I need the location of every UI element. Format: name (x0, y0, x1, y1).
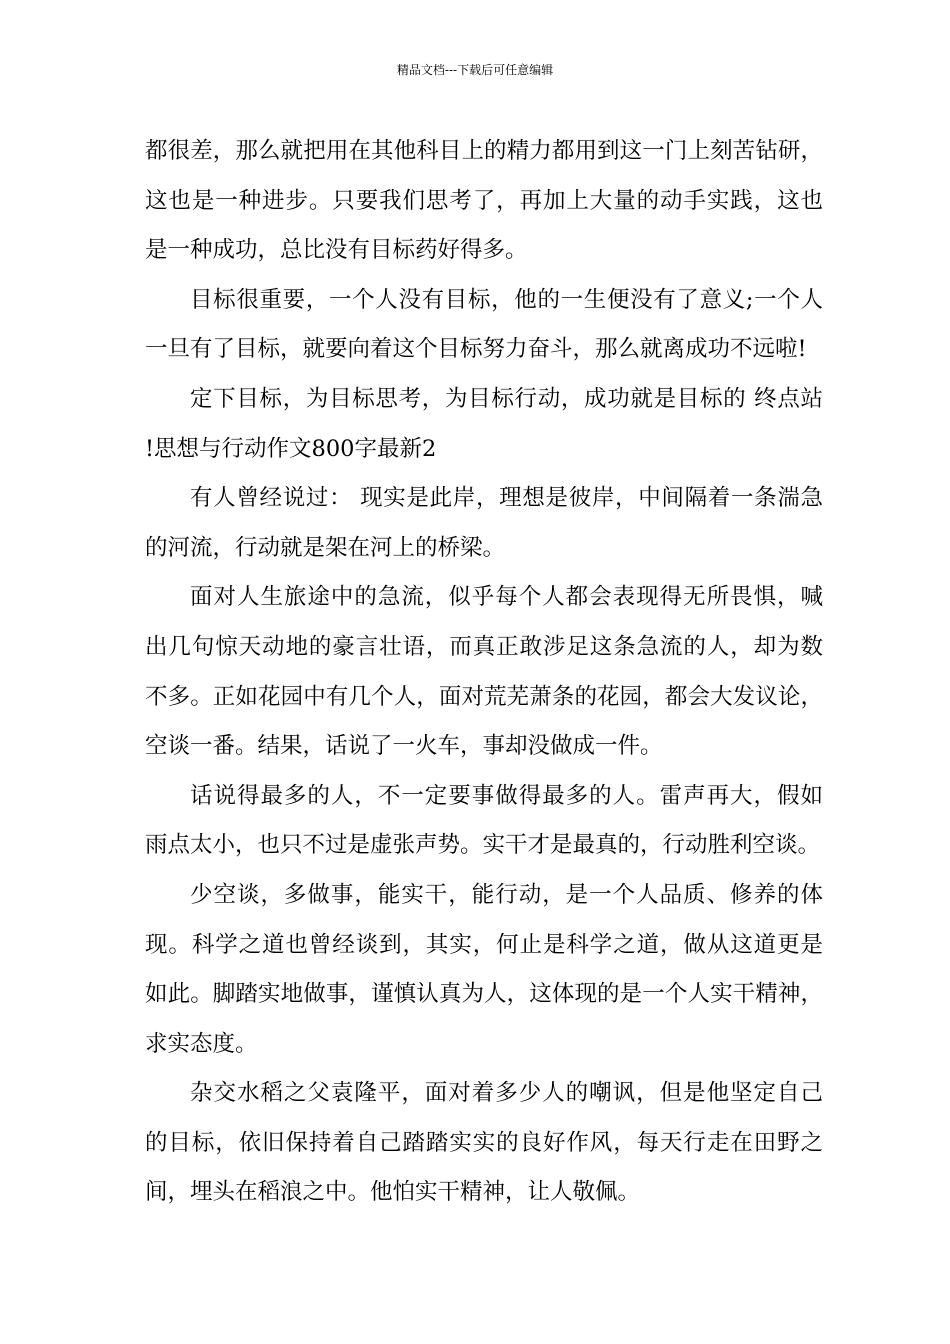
text-line: 这也是一种进步。只要我们思考了，再加上大量的动手实践，这也 (145, 187, 823, 214)
text-line: 求实态度。 (145, 1030, 258, 1057)
document-body (145, 127, 823, 1218)
text-line: 的河流，行动就是架在河上的桥梁。 (145, 534, 506, 561)
page-header: 精品文档---下载后可任意编辑 (396, 63, 554, 77)
text-line: 定下目标，为目标思考，为目标行动，成功就是目标的 终点站 (190, 385, 823, 412)
text-line: 是一种成功，总比没有目标药好得多。 (145, 237, 528, 264)
text-line: 如此。脚踏实地做事，谨慎认真为人，这体现的是一个人实干精神， (145, 981, 823, 1008)
text-line: 少空谈，多做事，能实干，能行动，是一个人品质、修养的体 (190, 881, 823, 908)
text-line: 目标很重要，一个人没有目标，他的一生便没有了意义;一个人 (190, 286, 823, 313)
text-line: 不多。正如花园中有几个人，面对荒芜萧条的花园，都会大发议论， (145, 683, 823, 710)
text-line: 杂交水稻之父袁隆平，面对着多少人的嘲讽，但是他坚定自己 (190, 1080, 823, 1107)
text-line: 的目标，依旧保持着自己踏踏实实的良好作风，每天行走在田野之 (145, 1129, 823, 1156)
text-line: 话说得最多的人，不一定要事做得最多的人。雷声再大，假如 (190, 782, 823, 809)
text-line: 出几句惊天动地的豪言壮语，而真正敢涉足这条急流的人，却为数 (145, 633, 823, 660)
text-line: 都很差，那么就把用在其他科目上的精力都用到这一门上刻苦钻研， (145, 138, 823, 164)
text-line: 雨点太小，也只不过是虚张声势。实干才是最真的，行动胜利空谈。 (145, 832, 821, 859)
text-line: 间，埋头在稻浪之中。他怕实干精神，让人敬佩。 (145, 1179, 641, 1206)
text-line: !思想与行动作文800字最新2 (145, 435, 437, 462)
text-line: 空谈一番。结果，话说了一火车，事却没做成一件。 (145, 733, 663, 760)
text-line: 有人曾经说过： 现实是此岸，理想是彼岸，中间隔着一条湍急 (190, 485, 823, 512)
text-line: 一旦有了目标，就要向着这个目标努力奋斗，那么就离成功不远啦! (145, 336, 807, 363)
text-line: 面对人生旅途中的急流，似乎每个人都会表现得无所畏惧，喊 (190, 584, 823, 611)
text-line: 现。科学之道也曾经谈到，其实，何止是科学之道，做从这道更是 (145, 931, 823, 958)
